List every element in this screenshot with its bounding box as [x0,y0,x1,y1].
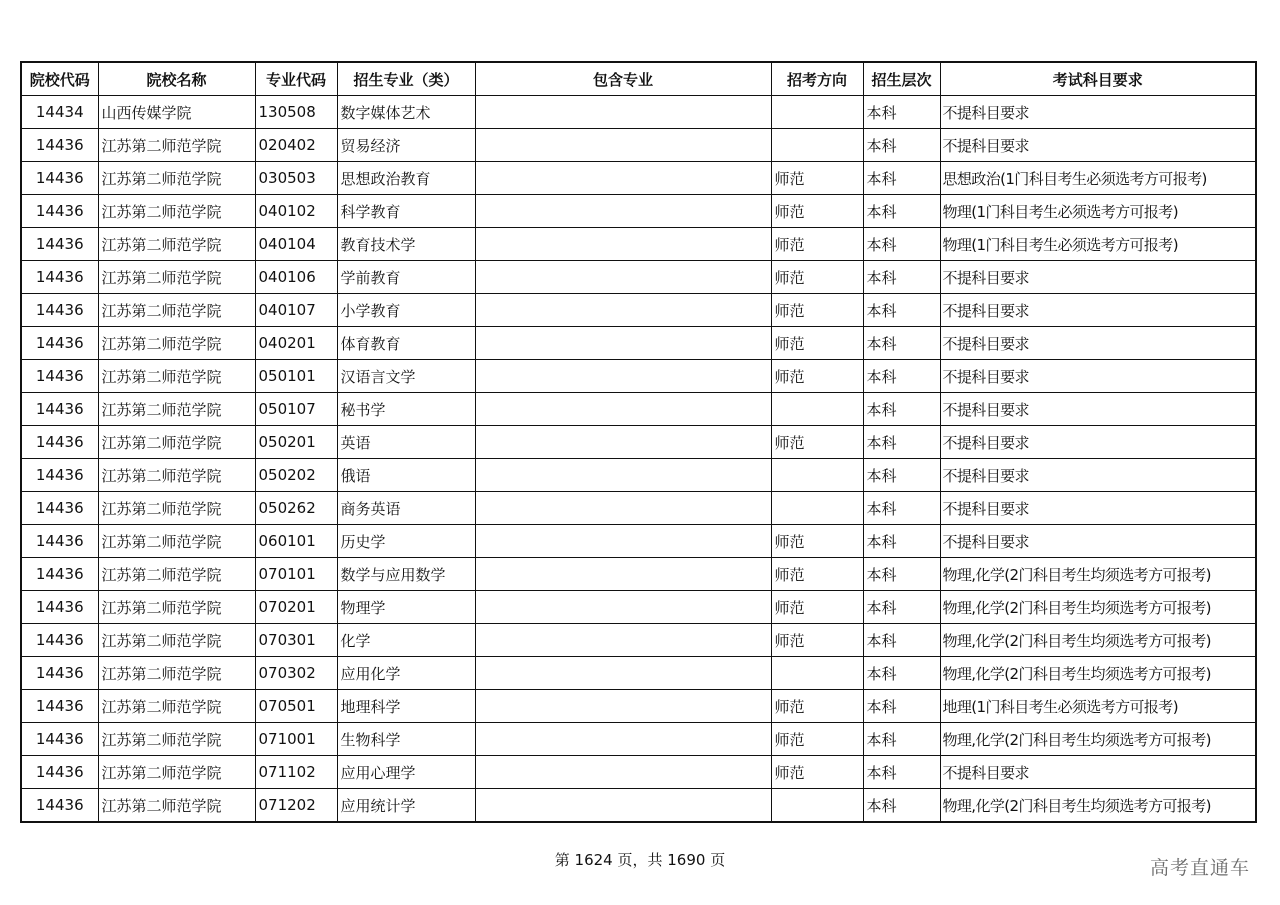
cell-included-majors [475,426,771,459]
cell-school-code: 14436 [21,195,98,228]
cell-included-majors [475,393,771,426]
cell-direction: 师范 [771,261,863,294]
cell-major: 小学教育 [337,294,475,327]
cell-major: 汉语言文学 [337,360,475,393]
table-row [21,789,1256,823]
cell-major: 化学 [337,624,475,657]
cell-direction [771,96,863,129]
cell-level: 本科 [863,360,940,393]
table-row [21,624,1256,657]
cell-major: 应用心理学 [337,756,475,789]
cell-major: 思想政治教育 [337,162,475,195]
cell-subject-requirement: 不提科目要求 [940,129,1256,162]
cell-school-name: 江苏第二师范学院 [98,294,255,327]
table-row [21,393,1256,426]
cell-subject-requirement: 物理(1门科目考生必须选考方可报考) [940,228,1256,261]
cell-direction: 师范 [771,294,863,327]
cell-included-majors [475,789,771,823]
cell-major-code: 050107 [255,393,337,426]
cell-major: 数学与应用数学 [337,558,475,591]
cell-school-name: 江苏第二师范学院 [98,360,255,393]
cell-included-majors [475,657,771,690]
cell-school-name: 江苏第二师范学院 [98,393,255,426]
cell-subject-requirement: 物理,化学(2门科目考生均须选考方可报考) [940,789,1256,823]
cell-direction: 师范 [771,525,863,558]
cell-included-majors [475,723,771,756]
header-school-name: 院校名称 [98,62,255,96]
cell-major: 科学教育 [337,195,475,228]
table-row [21,558,1256,591]
cell-school-name: 江苏第二师范学院 [98,756,255,789]
cell-school-name: 江苏第二师范学院 [98,558,255,591]
cell-school-name: 江苏第二师范学院 [98,129,255,162]
cell-included-majors [475,327,771,360]
cell-major: 商务英语 [337,492,475,525]
cell-direction: 师范 [771,195,863,228]
cell-level: 本科 [863,261,940,294]
cell-school-code: 14436 [21,294,98,327]
cell-subject-requirement: 不提科目要求 [940,261,1256,294]
cell-included-majors [475,162,771,195]
header-major-code: 专业代码 [255,62,337,96]
cell-school-code: 14434 [21,96,98,129]
cell-subject-requirement: 物理,化学(2门科目考生均须选考方可报考) [940,657,1256,690]
cell-included-majors [475,195,771,228]
cell-included-majors [475,624,771,657]
cell-included-majors [475,492,771,525]
watermark: 高考直通车 [1149,857,1250,879]
cell-major-code: 030503 [255,162,337,195]
cell-subject-requirement: 不提科目要求 [940,459,1256,492]
cell-school-code: 14436 [21,591,98,624]
cell-subject-requirement: 地理(1门科目考生必须选考方可报考) [940,690,1256,723]
cell-school-code: 14436 [21,756,98,789]
table-row [21,129,1256,162]
header-school-code: 院校代码 [21,62,98,96]
cell-school-code: 14436 [21,360,98,393]
table-row [21,756,1256,789]
cell-major: 数字媒体艺术 [337,96,475,129]
cell-included-majors [475,591,771,624]
cell-major-code: 040106 [255,261,337,294]
cell-level: 本科 [863,294,940,327]
cell-subject-requirement: 物理,化学(2门科目考生均须选考方可报考) [940,624,1256,657]
cell-school-name: 江苏第二师范学院 [98,690,255,723]
cell-major-code: 050101 [255,360,337,393]
cell-direction: 师范 [771,558,863,591]
cell-school-code: 14436 [21,723,98,756]
cell-level: 本科 [863,723,940,756]
table-row [21,426,1256,459]
cell-major: 物理学 [337,591,475,624]
cell-major: 地理科学 [337,690,475,723]
cell-direction: 师范 [771,723,863,756]
cell-school-code: 14436 [21,393,98,426]
cell-direction [771,393,863,426]
cell-major-code: 040201 [255,327,337,360]
table-row [21,657,1256,690]
cell-included-majors [475,261,771,294]
cell-major-code: 040107 [255,294,337,327]
cell-direction: 师范 [771,162,863,195]
cell-school-name: 江苏第二师范学院 [98,327,255,360]
cell-included-majors [475,459,771,492]
cell-major: 秘书学 [337,393,475,426]
cell-subject-requirement: 不提科目要求 [940,294,1256,327]
cell-subject-requirement: 物理,化学(2门科目考生均须选考方可报考) [940,591,1256,624]
cell-school-name: 山西传媒学院 [98,96,255,129]
cell-included-majors [475,690,771,723]
cell-level: 本科 [863,228,940,261]
table-row [21,459,1256,492]
cell-major-code: 070201 [255,591,337,624]
cell-subject-requirement: 不提科目要求 [940,492,1256,525]
header-major: 招生专业（类） [337,62,475,96]
cell-direction: 师范 [771,360,863,393]
cell-school-code: 14436 [21,426,98,459]
cell-subject-requirement: 不提科目要求 [940,360,1256,393]
cell-major-code: 020402 [255,129,337,162]
cell-school-name: 江苏第二师范学院 [98,789,255,823]
cell-included-majors [475,558,771,591]
cell-major: 学前教育 [337,261,475,294]
cell-major-code: 060101 [255,525,337,558]
cell-included-majors [475,129,771,162]
cell-school-code: 14436 [21,690,98,723]
cell-major: 俄语 [337,459,475,492]
cell-direction: 师范 [771,591,863,624]
cell-school-code: 14436 [21,558,98,591]
cell-level: 本科 [863,327,940,360]
cell-included-majors [475,756,771,789]
table-row [21,162,1256,195]
cell-major: 英语 [337,426,475,459]
cell-subject-requirement: 物理,化学(2门科目考生均须选考方可报考) [940,723,1256,756]
table-row [21,690,1256,723]
table-row [21,723,1256,756]
cell-included-majors [475,525,771,558]
cell-level: 本科 [863,426,940,459]
cell-school-name: 江苏第二师范学院 [98,261,255,294]
cell-major-code: 070501 [255,690,337,723]
cell-major: 应用化学 [337,657,475,690]
table-row [21,591,1256,624]
cell-subject-requirement: 不提科目要求 [940,525,1256,558]
table-row [21,195,1256,228]
cell-school-code: 14436 [21,624,98,657]
cell-school-name: 江苏第二师范学院 [98,228,255,261]
cell-level: 本科 [863,96,940,129]
cell-direction: 师范 [771,690,863,723]
cell-major: 生物科学 [337,723,475,756]
cell-level: 本科 [863,558,940,591]
cell-major-code: 070301 [255,624,337,657]
cell-major: 应用统计学 [337,789,475,823]
cell-level: 本科 [863,591,940,624]
cell-included-majors [475,228,771,261]
cell-school-name: 江苏第二师范学院 [98,657,255,690]
cell-subject-requirement: 思想政治(1门科目考生必须选考方可报考) [940,162,1256,195]
header-subject-requirement: 考试科目要求 [940,62,1256,96]
cell-level: 本科 [863,789,940,823]
cell-major-code: 050201 [255,426,337,459]
cell-direction [771,789,863,823]
cell-direction: 师范 [771,756,863,789]
cell-direction [771,129,863,162]
table-row [21,261,1256,294]
admissions-table [20,61,1257,823]
cell-major-code: 130508 [255,96,337,129]
cell-major-code: 050202 [255,459,337,492]
cell-school-name: 江苏第二师范学院 [98,426,255,459]
cell-level: 本科 [863,690,940,723]
cell-school-code: 14436 [21,228,98,261]
cell-major-code: 071202 [255,789,337,823]
cell-level: 本科 [863,657,940,690]
cell-major: 教育技术学 [337,228,475,261]
cell-included-majors [475,360,771,393]
table-row [21,360,1256,393]
cell-subject-requirement: 物理(1门科目考生必须选考方可报考) [940,195,1256,228]
cell-school-name: 江苏第二师范学院 [98,525,255,558]
cell-major-code: 050262 [255,492,337,525]
cell-direction: 师范 [771,426,863,459]
cell-school-name: 江苏第二师范学院 [98,492,255,525]
table-row [21,327,1256,360]
cell-level: 本科 [863,492,940,525]
cell-level: 本科 [863,756,940,789]
cell-level: 本科 [863,129,940,162]
cell-school-name: 江苏第二师范学院 [98,723,255,756]
cell-school-name: 江苏第二师范学院 [98,195,255,228]
cell-direction [771,492,863,525]
cell-major-code: 040102 [255,195,337,228]
cell-direction: 师范 [771,624,863,657]
cell-school-name: 江苏第二师范学院 [98,624,255,657]
cell-direction [771,459,863,492]
header-level: 招生层次 [863,62,940,96]
cell-school-name: 江苏第二师范学院 [98,459,255,492]
table-body [21,96,1256,823]
cell-major-code: 071102 [255,756,337,789]
cell-level: 本科 [863,525,940,558]
cell-subject-requirement: 不提科目要求 [940,327,1256,360]
table-row [21,525,1256,558]
cell-school-name: 江苏第二师范学院 [98,162,255,195]
cell-included-majors [475,96,771,129]
cell-school-code: 14436 [21,327,98,360]
page-footer: 第 1624 页，共 1690 页 [554,851,726,869]
cell-direction [771,657,863,690]
cell-major: 体育教育 [337,327,475,360]
cell-school-code: 14436 [21,129,98,162]
cell-school-code: 14436 [21,162,98,195]
cell-subject-requirement: 不提科目要求 [940,393,1256,426]
cell-level: 本科 [863,393,940,426]
cell-subject-requirement: 不提科目要求 [940,756,1256,789]
cell-included-majors [475,294,771,327]
cell-school-code: 14436 [21,657,98,690]
cell-subject-requirement: 不提科目要求 [940,426,1256,459]
cell-school-code: 14436 [21,789,98,823]
cell-level: 本科 [863,459,940,492]
cell-major-code: 070302 [255,657,337,690]
cell-major: 贸易经济 [337,129,475,162]
cell-school-code: 14436 [21,261,98,294]
cell-direction: 师范 [771,327,863,360]
cell-major: 历史学 [337,525,475,558]
cell-major-code: 070101 [255,558,337,591]
cell-school-name: 江苏第二师范学院 [98,591,255,624]
table-row [21,294,1256,327]
header-row [21,62,1256,96]
cell-direction: 师范 [771,228,863,261]
cell-level: 本科 [863,162,940,195]
cell-subject-requirement: 不提科目要求 [940,96,1256,129]
table-row [21,228,1256,261]
cell-school-code: 14436 [21,492,98,525]
table-row [21,492,1256,525]
cell-subject-requirement: 物理,化学(2门科目考生均须选考方可报考) [940,558,1256,591]
header-direction: 招考方向 [771,62,863,96]
cell-major-code: 040104 [255,228,337,261]
cell-school-code: 14436 [21,525,98,558]
cell-major-code: 071001 [255,723,337,756]
cell-level: 本科 [863,624,940,657]
cell-level: 本科 [863,195,940,228]
header-included-majors: 包含专业 [475,62,771,96]
table-row [21,96,1256,129]
cell-school-code: 14436 [21,459,98,492]
